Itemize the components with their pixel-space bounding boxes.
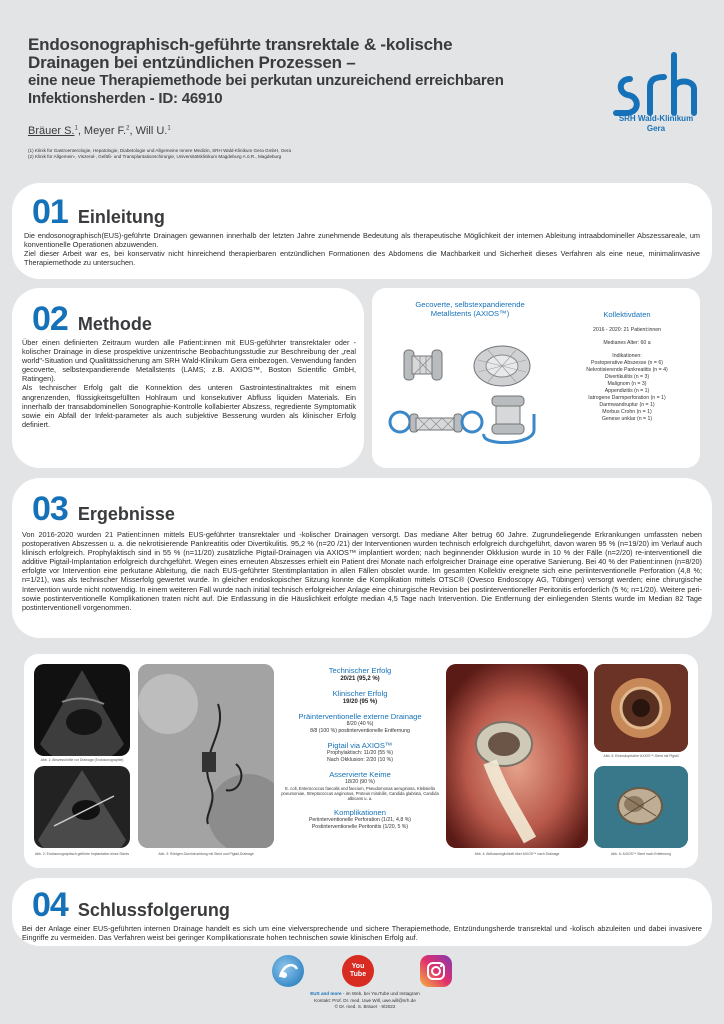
youtube-icon[interactable] <box>342 955 374 987</box>
footer-text <box>200 991 530 1011</box>
indikation-item: Divertikulitis (n = 3) <box>604 374 650 380</box>
ultrasound-image-2 <box>34 766 130 848</box>
author-first: Bräuer S. <box>28 125 75 137</box>
affiliation-1: (1) Klinik für Gastroenterologie, Hepatologie, Diabetologie und Allgemeine Innere Medizin, SRH Wald-Klinikum Gera GmbH, Gera <box>28 148 292 153</box>
kollektivdaten <box>562 310 692 423</box>
results-summary <box>280 666 440 831</box>
stent-2 <box>474 346 530 386</box>
indikation-item: Darmwandruptur (n = 1) <box>599 402 655 408</box>
section-number: 03 <box>32 490 68 528</box>
tech-success-value: 20/21 (95,2 %) <box>340 676 380 682</box>
caption-3: Abb. 3: Röntgen-Durchleuchtung mit Stent und Pigtail-Drainage <box>158 852 254 856</box>
kompl-value-1: Periinterventionelle Perforation (1/21, 4,8 %) <box>308 816 412 823</box>
section-title: Ergebnisse <box>77 504 175 524</box>
stent-3 <box>390 412 482 432</box>
title-line-2: Drainagen bei entzündlichen Prozessen – <box>28 53 356 72</box>
title-line-4: Infektionsherden - ID: 46910 <box>28 90 223 107</box>
title-line-1: Endosonographisch-geführte transrektale & -kolische <box>28 35 453 54</box>
stents-heading <box>380 300 560 318</box>
caption-5: Abb. 5: Endoskopischer AXIOS™-Stent mit Pigtail <box>603 754 679 758</box>
instagram-glyph <box>420 955 452 987</box>
fluoroscopy-drawing <box>138 664 274 848</box>
title-line-3: eine neue Therapiemethode bei perkutan unzureichend erreichbaren <box>28 72 504 89</box>
footer-copyright: © Dr. med. S. Bräuer · 9/2022 <box>334 1004 396 1009</box>
section-schlussfolgerung <box>12 878 712 946</box>
fluoroscopy-image <box>138 664 274 848</box>
ultrasound-image <box>34 664 130 756</box>
stents-kollektiv-panel <box>372 288 700 468</box>
section-title: Methode <box>77 314 152 334</box>
youtube-label <box>347 963 369 979</box>
youtube-label-line-2: Tube <box>349 971 367 978</box>
section-ergebnisse <box>12 478 712 638</box>
methode-paragraph-1: Über einen definierten Zeitraum wurden alle Patient:innen mit EUS-geführter transrektaler oder -kolischer Drainage in diese prospektive unizentrische Beobachtungsstudie zur Beschreibung der „real world"-Situation und Qualitätssicherung am SRH Wald-Klinikum Gera einbezogen. Verwendung fanden gecoverte, selbstexpandierende Metallstents (LAMS; z.B. AXIOS™, Boston Scientific GmbH, Ratingen). <box>22 338 356 384</box>
caption-1: Abb. 1: Abszesshöhle vor Drainage (Endosonographie) <box>40 758 124 762</box>
keime-heading: Asservierte Keime <box>329 770 391 779</box>
authors <box>28 125 171 137</box>
stent-endoscopy-drawing <box>594 664 688 752</box>
pigtail-value-2: Nach Okklusion: 2/20 (10 %) <box>326 757 394 763</box>
pigtail-heading: Pigtail via AXIOS™ <box>327 741 393 750</box>
stent-1 <box>404 350 442 380</box>
stent-illustration <box>384 334 554 452</box>
pre-drainage-heading: Präinterventionelle externe Drainage <box>298 712 422 721</box>
indikation-item: Morbus Crohn (n = 1) <box>602 409 652 415</box>
poster-title <box>28 36 588 108</box>
section-methode <box>12 288 364 468</box>
indikation-item: Appendizitis (n = 1) <box>604 388 650 394</box>
removed-stent-drawing <box>594 766 688 848</box>
indikation-item: Postoperative Abszesse (n = 6) <box>591 360 663 366</box>
stents-title-1: Gecoverte, selbstexpandierende <box>415 300 525 309</box>
section-header <box>32 492 175 526</box>
ultrasound-drawing <box>34 664 130 756</box>
section-header <box>32 195 165 229</box>
indikationen-title: Indikationen: <box>612 353 642 359</box>
kollektiv-period: 2016 - 2020: 21 Patient:innen <box>592 327 662 333</box>
methode-paragraph-2: Als technischer Erfolg galt die Konnektion des unteren Gastrointestinaltraktes mit einem angrenzenden, flüssigkeitsgefüllten Hohlraum und konsekutiver Abfluss liquiden Materials. Ein innerhalb der transabdominellen Sonographie-Kontrolle kollabierter Abszess, regrediente Symptomatik sowie ein Abfall der Infekt-parameter als auch subjektive Besserung wurden als klinischer Erfolg definiert. <box>22 383 356 429</box>
section-header <box>32 888 230 922</box>
pre-drainage-value-2: 8/8 (100 %) postinterventionelle Entfernung <box>310 728 410 734</box>
section-number: 04 <box>32 886 68 924</box>
instagram-icon[interactable] <box>420 955 452 987</box>
endoscopy-image <box>446 664 588 848</box>
clin-success-heading: Klinischer Erfolg <box>332 689 388 698</box>
kollektiv-age: Medianes Alter: 60 a <box>603 340 651 346</box>
affiliation-2: (2) Klinik für Allgemein-, Viszeral-, Gefäß- und Transplantationschirurgie, Universitätsklinikum Magdeburg A.ö.R., Magdeburg <box>28 154 282 159</box>
indikation-item: Nekrotisierende Pankreatitis (n = 4) <box>586 367 668 373</box>
caption-6: Abb. 6: AXIOS™ Stent nach Entfernung <box>611 852 671 856</box>
caption-2: Abb. 2: Endosonographisch geführte Implantation eines Stents <box>34 852 130 856</box>
ultrasound-drawing-2 <box>34 766 130 848</box>
schlussfolgerung-text: Bei der Anlage einer EUS-geführten internen Drainage handelt es sich um eine vielversprechende und sichere Therapiemethode, Entzündungsherde transrektal und -kolisch abzuleiten und dabei invasivere Eingriffe zu vermeiden. Das Verfahren weist bei geringer Komplikationsrate hohen technischen sowie klinischen Erfolg auf. <box>22 924 702 943</box>
kompl-heading: Komplikationen <box>334 807 386 817</box>
tech-success-heading: Technischer Erfolg <box>328 666 392 675</box>
poster-header <box>0 0 724 175</box>
eus-and-more-icon[interactable] <box>272 955 304 987</box>
einleitung-paragraph-2: Ziel dieser Arbeit war es, bei konservativ nicht hinreichend therapierbaren entzündlichen Formationen des Abdomens die Machbarkeit und Sicherheit dieses Verfahren als eine neue, minimalinvasive Therapiemethode zu untersuchen. <box>24 249 700 268</box>
indikationen-list <box>562 360 692 423</box>
section-title: Einleitung <box>77 207 165 227</box>
section-number: 02 <box>32 300 68 338</box>
author1-sup: 1 <box>74 125 78 132</box>
stents-title-2: Metallstents (AXIOS™) <box>430 309 510 318</box>
keime-value-2: E. coli, Enterococcus faecalis und faecium, Pseudomonas aeruginosa, Klebsiella pneumoniae, Streptococcus anginosus, Proteus mirabilis, Candida glabrata, Candida albicans u. a. <box>281 786 439 802</box>
pre-drainage-value-1: 8/20 (40 %) <box>346 721 374 727</box>
logo-text-line-2: Gera <box>646 124 666 133</box>
stent-4 <box>484 396 534 443</box>
caption-4: Abb. 4: Abflussmöglichkeit über AXIOS™ nach Drainage <box>474 852 560 856</box>
author-third: , Will U. <box>129 125 168 137</box>
kompl-value-2: Postinterventionelle Peritonitis (1/20, 5 %) <box>311 823 409 830</box>
youtube-label-line-1: You <box>351 963 365 970</box>
footer-contact: Kontakt: Prof. Dr. med. Uwe Will, uwe.will@srh.de <box>314 997 416 1003</box>
endoscopy-drawing <box>446 664 588 848</box>
eus-and-more-glyph <box>272 955 304 987</box>
keime-value-1: 18/20 (90 %) <box>345 779 375 785</box>
einleitung-paragraph-1: Die endosonographisch(EUS)-geführte Drainagen gewannen innerhalb der letzten Jahre zunehmende Bedeutung als therapeutische Möglichkeit der internen Ableitung intraabdomineller Abszessareale, um konventionelle Operationen abzuwenden. <box>24 231 700 250</box>
ergebnisse-text: Von 2016-2020 wurden 21 Patient:innen mittels EUS-geführter transrektaler und -kolischer Drainagen versorgt. Das mediane Alter betrug 60 Jahre. Zugrundeliegende Erkrankungen umfassten neben postoperativen Abszessen u. a. die nekrotisierende Pankreatitis oder Divertikulitis. 95,2 % (n=20 /21) der Interventionen wurden technisch erfolgreich durchgeführt, davon waren 95 % (n=19/20) im Verlauf auch klinisch erfolgreich. Prophylaktisch sind in 55 % (n=11/20) zusätzliche Pigtail-Drainagen via AXIOS™ implantiert worden; nach beginnender Okklusion wurde in 10 % der Fälle (n=2/20) re-interventionell die additive Pigtail-Implantation erfolgreich durchgeführt. Wegen eines erneuten Abszesses erhielt ein Patient drei Monate nach erfolgreicher Drainage eine operative Sanierung. Bei 40 % der Patient:innen (n=8/20) erfolgte vor Intervention eine perkutane Ableitung, die nach EUS-geführter Stentimplantation in allen Fällen obsolet wurde. Im gesamten Kollektiv ereignete sich eine periinterventionelle Perforation (4,8 %; n=1/21), was als technischer Misserfolg gewertet wurde. In gleicher endoskopischer Sitzung konnte die Komplikation mittels OTSC® (Ovesco Endoscopy AG, Tübingen) versorgt werden; eine chirurgische Intervention wurde nicht notwendig. In einem weiteren Fall wurde nach initial technisch erfolgreicher Anlage eine chirurgische Revision bei postinterventioneller Peritonitis erforderlich (5 %; n=1/20). Weitere peri- sowie postinterventionelle Komplikationen traten nicht auf. Die Entlassung in die Häuslichkeit erfolgte median 4,5 Tage nach Intervention. Die Entfernung der einliegenden Stents wurde im Median 82 Tage postinterventionell vorgenommen. <box>22 530 702 612</box>
footer-icons <box>270 955 460 991</box>
author2-sup: 2 <box>126 125 130 132</box>
section-number: 01 <box>32 193 68 231</box>
section-header <box>32 302 152 336</box>
logo-text-line-1: SRH Wald-Klinikum <box>618 114 694 123</box>
footer-line-1-rest: - im Web, bei YouTube und Instagram <box>341 991 420 996</box>
logo-text <box>604 114 708 134</box>
indikation-item: Malignom (n = 3) <box>607 381 647 387</box>
section-einleitung <box>12 183 712 279</box>
indikation-item: Iatrogene Darmperforation (n = 1) <box>588 395 666 401</box>
einleitung-text <box>24 231 700 267</box>
clin-success-value: 19/20 (95 %) <box>342 699 378 705</box>
author-second: , Meyer F. <box>77 125 127 137</box>
kollektiv-title: Kollektivdaten <box>603 310 651 319</box>
results-panel <box>24 654 698 868</box>
methode-text <box>22 338 356 429</box>
indikation-item: Genese unklar (n = 1) <box>601 416 653 422</box>
affiliations <box>28 148 448 160</box>
author3-sup: 1 <box>167 125 171 132</box>
footer-brand[interactable]: EUS and more <box>310 991 342 996</box>
pigtail-value-1: Prophylaktisch: 11/20 (55 %) <box>327 750 393 756</box>
stent-endoscopy-image <box>594 664 688 752</box>
section-title: Schlussfolgerung <box>77 900 230 920</box>
removed-stent-image <box>594 766 688 848</box>
